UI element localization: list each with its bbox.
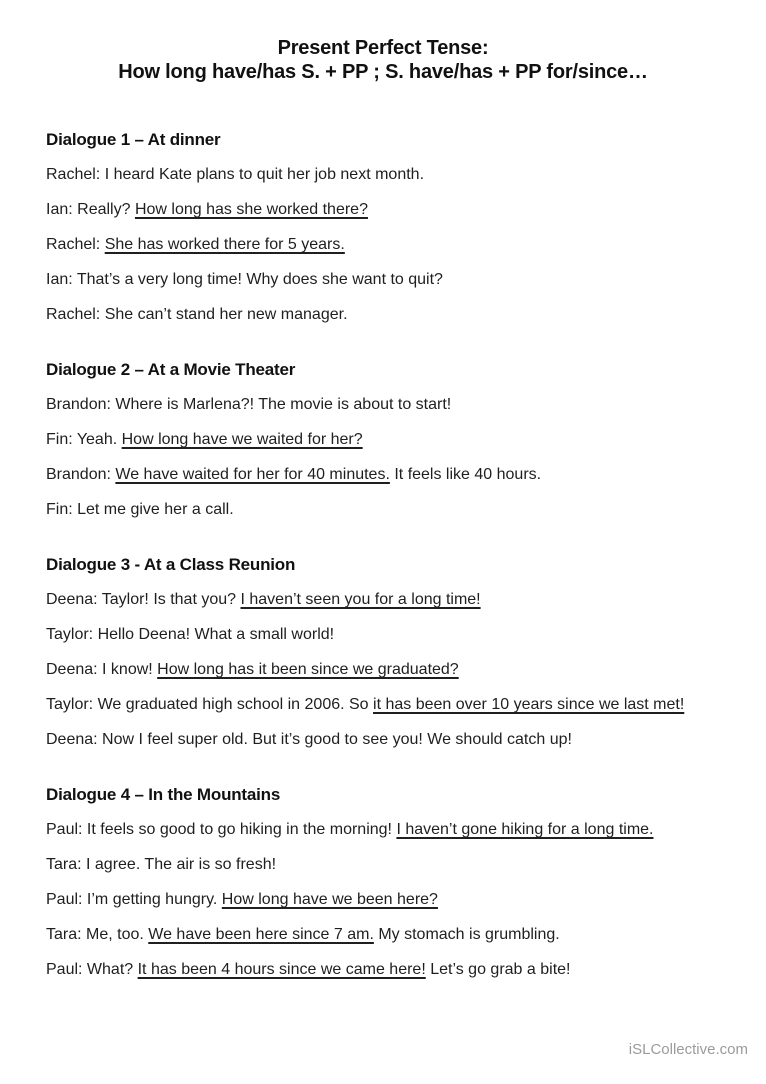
dialogue-text: It feels like 40 hours. bbox=[389, 466, 542, 483]
underlined-phrase: It has been 4 hours since we came here! bbox=[137, 961, 426, 978]
dialogue-text: Rachel: bbox=[46, 236, 105, 253]
dialogue-line bbox=[46, 465, 720, 485]
footer bbox=[629, 1041, 748, 1058]
dialogue-line bbox=[46, 395, 720, 415]
dialogue-section bbox=[46, 130, 720, 325]
dialogue-line bbox=[46, 500, 720, 520]
dialogue-text: Brandon: Where is Marlena?! The movie is about to start! bbox=[46, 396, 452, 413]
dialogue-heading: Dialogue 1 – At dinner bbox=[46, 130, 221, 149]
dialogue-section bbox=[46, 785, 720, 980]
underlined-phrase: I haven’t gone hiking for a long time. bbox=[396, 821, 654, 838]
worksheet-title bbox=[46, 36, 720, 84]
dialogue-line bbox=[46, 820, 720, 840]
dialogue-text: Rachel: She can’t stand her new manager. bbox=[46, 306, 348, 323]
dialogue-text: Taylor: Hello Deena! What a small world! bbox=[46, 626, 335, 643]
dialogue-text: Let’s go grab a bite! bbox=[425, 961, 571, 978]
underlined-phrase: We have waited for her for 40 minutes. bbox=[115, 466, 390, 483]
dialogue-line bbox=[46, 855, 720, 875]
dialogue-text: Deena: I know! bbox=[46, 661, 158, 678]
dialogue-line bbox=[46, 890, 720, 910]
dialogue-text: Taylor: We graduated high school in 2006. So bbox=[46, 696, 374, 713]
dialogue-text: Fin: Yeah. bbox=[46, 431, 122, 448]
dialogue-heading: Dialogue 3 - At a Class Reunion bbox=[46, 555, 296, 574]
dialogue-line bbox=[46, 200, 720, 220]
dialogue-text: Fin: Let me give her a call. bbox=[46, 501, 234, 518]
dialogue-text: Deena: Now I feel super old. But it’s good to see you! We should catch up! bbox=[46, 731, 572, 748]
title-line-1: Present Perfect Tense: bbox=[277, 37, 489, 59]
dialogue-text: Paul: I’m getting hungry. bbox=[46, 891, 222, 908]
underlined-phrase: I haven’t seen you for a long time! bbox=[240, 591, 481, 608]
underlined-phrase: How long have we waited for her? bbox=[121, 431, 363, 448]
dialogue-text: Rachel: I heard Kate plans to quit her job next month. bbox=[46, 166, 425, 183]
title-line-2: How long have/has S. + PP ; S. have/has + PP for/since… bbox=[118, 61, 648, 83]
dialogue-text: Tara: I agree. The air is so fresh! bbox=[46, 856, 277, 873]
dialogue-line bbox=[46, 590, 720, 610]
dialogue-line bbox=[46, 165, 720, 185]
underlined-phrase: it has been over 10 years since we last met! bbox=[373, 696, 685, 713]
dialogue-section bbox=[46, 360, 720, 520]
dialogue-text: Deena: Taylor! Is that you? bbox=[46, 591, 241, 608]
dialogue-line bbox=[46, 430, 720, 450]
dialogue-line bbox=[46, 235, 720, 255]
underlined-phrase: How long has she worked there? bbox=[134, 201, 368, 218]
watermark-islcollective: iSLCollective.com bbox=[628, 1041, 748, 1058]
underlined-phrase: We have been here since 7 am. bbox=[148, 926, 374, 943]
dialogues-container bbox=[46, 130, 720, 980]
dialogue-line bbox=[46, 730, 720, 750]
dialogue-heading: Dialogue 2 – At a Movie Theater bbox=[46, 360, 296, 379]
dialogue-text: Paul: What? bbox=[46, 961, 138, 978]
dialogue-line bbox=[46, 925, 720, 945]
dialogue-text: Paul: It feels so good to go hiking in the morning! bbox=[46, 821, 397, 838]
underlined-phrase: She has worked there for 5 years. bbox=[104, 236, 345, 253]
dialogue-line bbox=[46, 695, 720, 715]
dialogue-line bbox=[46, 660, 720, 680]
dialogue-text: Ian: Really? bbox=[46, 201, 135, 218]
dialogue-line bbox=[46, 305, 720, 325]
dialogue-section bbox=[46, 555, 720, 750]
dialogue-text: Ian: That’s a very long time! Why does she want to quit? bbox=[46, 271, 443, 288]
dialogue-line bbox=[46, 625, 720, 645]
underlined-phrase: How long have we been here? bbox=[221, 891, 438, 908]
dialogue-line bbox=[46, 960, 720, 980]
dialogue-text: My stomach is grumbling. bbox=[373, 926, 560, 943]
underlined-phrase: How long has it been since we graduated? bbox=[157, 661, 459, 678]
dialogue-heading: Dialogue 4 – In the Mountains bbox=[46, 785, 281, 804]
dialogue-text: Tara: Me, too. bbox=[46, 926, 149, 943]
dialogue-text: Brandon: bbox=[46, 466, 116, 483]
dialogue-line bbox=[46, 270, 720, 290]
